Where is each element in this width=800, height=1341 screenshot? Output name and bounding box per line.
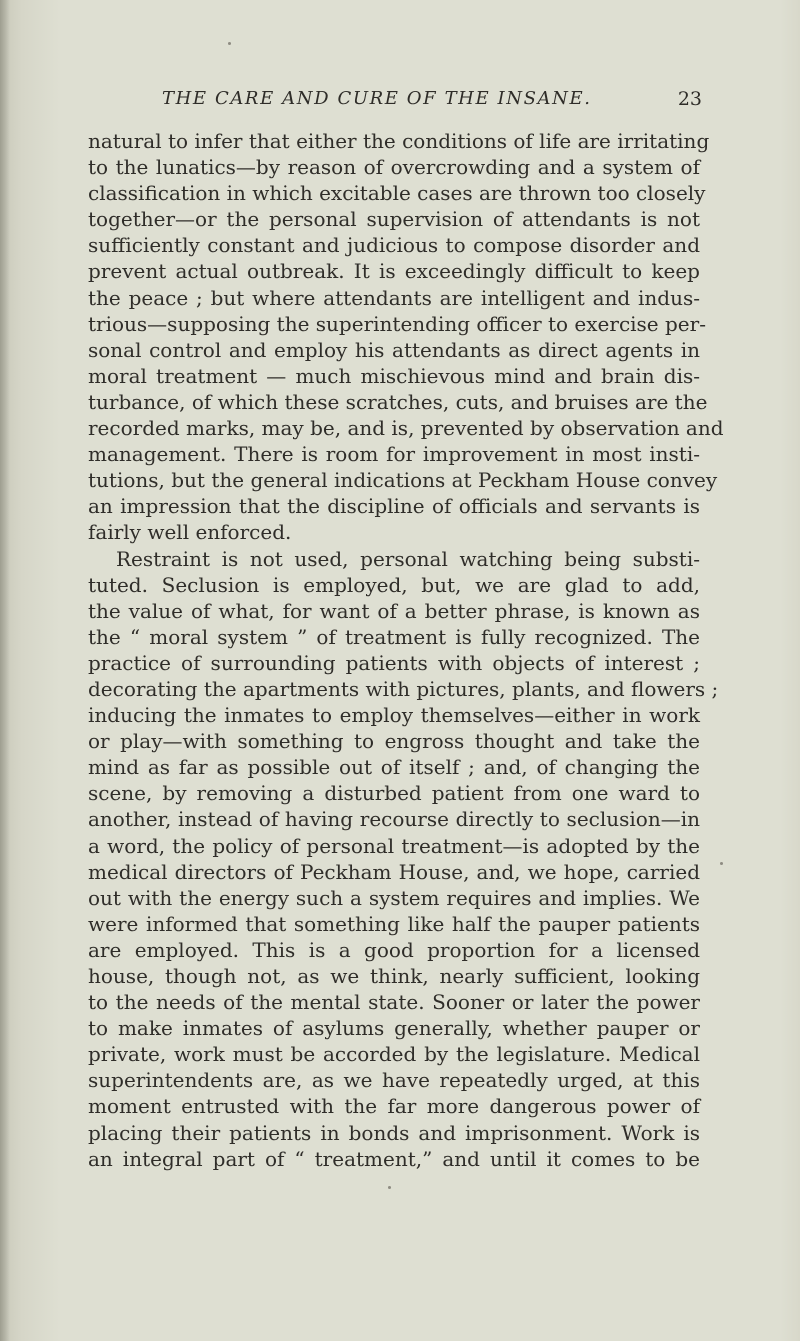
text-line: recorded marks, may be, and is, prevented by observation and [88, 416, 724, 441]
text-line: tutions, but the general indications at Peckham House convey [88, 468, 718, 493]
body-text [88, 128, 724, 1172]
text-line: scene, by removing a disturbed patient from one ward to [88, 781, 700, 806]
text-line: private, work must be accorded by the legislature. Medical [88, 1042, 700, 1067]
paper-speck [388, 1186, 391, 1189]
text-line: were informed that something like half the pauper patients [88, 911, 700, 936]
text-line: sonal control and employ his attendants as direct agents in [88, 337, 700, 362]
paragraph-start-line: Restraint is not used, personal watching being substi- [116, 546, 700, 571]
text-line: the “ moral system ” of treatment is fully recognized. The [88, 624, 700, 649]
paper-speck [720, 862, 723, 865]
paragraph-end-line: fairly well enforced. [88, 520, 292, 545]
page-gutter-shadow [0, 0, 10, 1341]
text-line: the peace ; but where attendants are intelligent and indus- [88, 285, 700, 310]
text-line: mind as far as possible out of itself ; and, of changing the [88, 755, 700, 780]
text-line: medical directors of Peckham House, and, we hope, carried [88, 859, 700, 884]
text-line: the value of what, for want of a better phrase, is known as [88, 598, 700, 623]
text-line: an integral part of “ treatment,” and until it comes to be [88, 1146, 700, 1171]
text-line: practice of surrounding patients with objects of interest ; [88, 650, 700, 675]
paper-speck [228, 42, 231, 45]
text-line: moment entrusted with the far more dangerous power of [88, 1094, 700, 1119]
text-line: management. There is room for improvement in most insti- [88, 442, 700, 467]
text-line: inducing the inmates to employ themselves—either in work [88, 703, 700, 728]
text-line: sufficiently constant and judicious to compose disorder and [88, 233, 700, 258]
text-line: a word, the policy of personal treatment—is adopted by the [88, 833, 700, 858]
text-line: an impression that the discipline of officials and servants is [88, 494, 700, 519]
text-line: another, instead of having recourse directly to seclusion—in [88, 807, 700, 832]
text-line: out with the energy such a system requires and implies. We [88, 885, 700, 910]
text-line: to the lunatics—by reason of overcrowding and a system of [88, 155, 700, 180]
text-line: decorating the apartments with pictures, plants, and flowers ; [88, 676, 719, 701]
text-line: superintendents are, as we have repeatedly urged, at this [88, 1068, 700, 1093]
running-title: THE CARE AND CURE OF THE INSANE. [162, 88, 592, 109]
text-line: house, though not, as we think, nearly sufficient, looking [88, 964, 700, 988]
text-line: are employed. This is a good proportion for a licensed [88, 937, 700, 962]
text-line: tuted. Seclusion is employed, but, we are glad to add, [88, 572, 700, 597]
text-line: natural to infer that either the conditions of life are irritating [88, 129, 710, 153]
text-line: turbance, of which these scratches, cuts, and bruises are the [88, 389, 708, 414]
text-line: to the needs of the mental state. Sooner or later the power [88, 990, 700, 1015]
text-line: moral treatment — much mischievous mind and brain dis- [88, 363, 700, 388]
text-line: together—or the personal supervision of attendants is not [88, 207, 700, 232]
text-line: placing their patients in bonds and imprisonment. Work is [88, 1120, 700, 1145]
text-line: to make inmates of asylums generally, whether pauper or [88, 1016, 700, 1041]
text-line: trious—supposing the superintending officer to exercise per- [88, 311, 706, 336]
text-line: or play—with something to engross thought and take the [88, 729, 700, 754]
text-line: classification in which excitable cases are thrown too closely [88, 181, 706, 206]
page-number: 23 [677, 88, 702, 110]
page-header [162, 88, 702, 118]
text-line: prevent actual outbreak. It is exceedingly difficult to keep [88, 259, 700, 284]
